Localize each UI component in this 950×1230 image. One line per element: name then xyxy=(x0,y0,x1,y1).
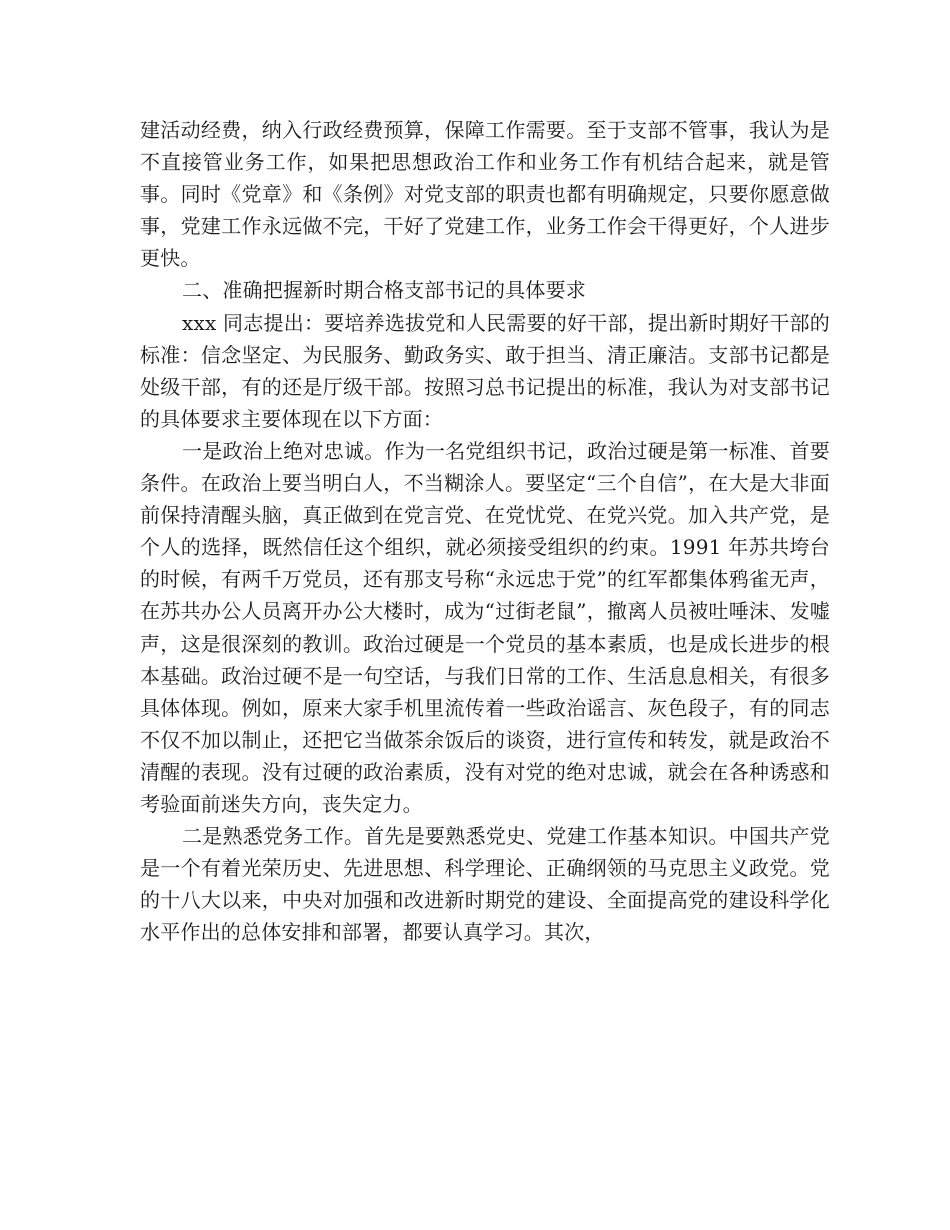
paragraph-political-loyalty: 一是政治上绝对忠诚。作为一名党组织书记，政治过硬是第一标准、首要条件。在政治上要当明白人，不当糊涂人。要坚定“三个自信”，在大是大非面前保持清醒头脑，真正做到在党言党、在党忧党、在党兴党。加入共产党，是个人的选择，既然信任这个组织，就必须接受组织的约束。1991 年苏共垮台的时候，有两千万党员，还有那支号称“永远忠于党”的红军都集体鸦雀无声，在苏共办公人员离开办公大楼时，成为“过街老鼠”，撤离人员被吐唾沫、发嘘声，这是很深刻的教训。政治过硬是一个党员的基本素质，也是成长进步的根本基础。政治过硬不是一句空话，与我们日常的工作、生活息息相关，有很多具体体现。例如，原来大家手机里流传着一些政治谣言、灰色段子，有的同志不仅不加以制止，还把它当做茶余饭后的谈资，进行宣传和转发，就是政治不清醒的表现。没有过硬的政治素质，没有对党的绝对忠诚，就会在各种诱惑和考验面前迷失方向，丧失定力。 xyxy=(140,438,830,816)
paragraph-continued: 建活动经费，纳入行政经费预算，保障工作需要。至于支部不管事，我认为是不直接管业务工作，如果把思想政治工作和业务工作有机结合起来，就是管事。同时《党章》和《条例》对党支部的职责也都有明确规定，只要你愿意做事，党建工作永远做不完，干好了党建工作，业务工作会干得更好，个人进步更快。 xyxy=(140,118,830,271)
document-body xyxy=(140,114,830,948)
paragraph-standards: xxx 同志提出：要培养选拔党和人民需要的好干部，提出新时期好干部的标准：信念坚定、为民服务、勤政务实、敢于担当、清正廉洁。支部书记都是处级干部，有的还是厅级干部。按照习总书记提出的标准，我认为对支部书记的具体要求主要体现在以下方面： xyxy=(140,310,830,431)
paragraph-party-affairs: 二是熟悉党务工作。首先是要熟悉党史、党建工作基本知识。中国共产党是一个有着光荣历史、先进思想、科学理论、正确纲领的马克思主义政党。党的十八大以来，中央对加强和改进新时期党的建设、全面提高党的建设科学化水平作出的总体安排和部署，都要认真学习。其次， xyxy=(140,824,830,945)
section-heading: 二、准确把握新时期合格支部书记的具体要求 xyxy=(182,278,586,303)
